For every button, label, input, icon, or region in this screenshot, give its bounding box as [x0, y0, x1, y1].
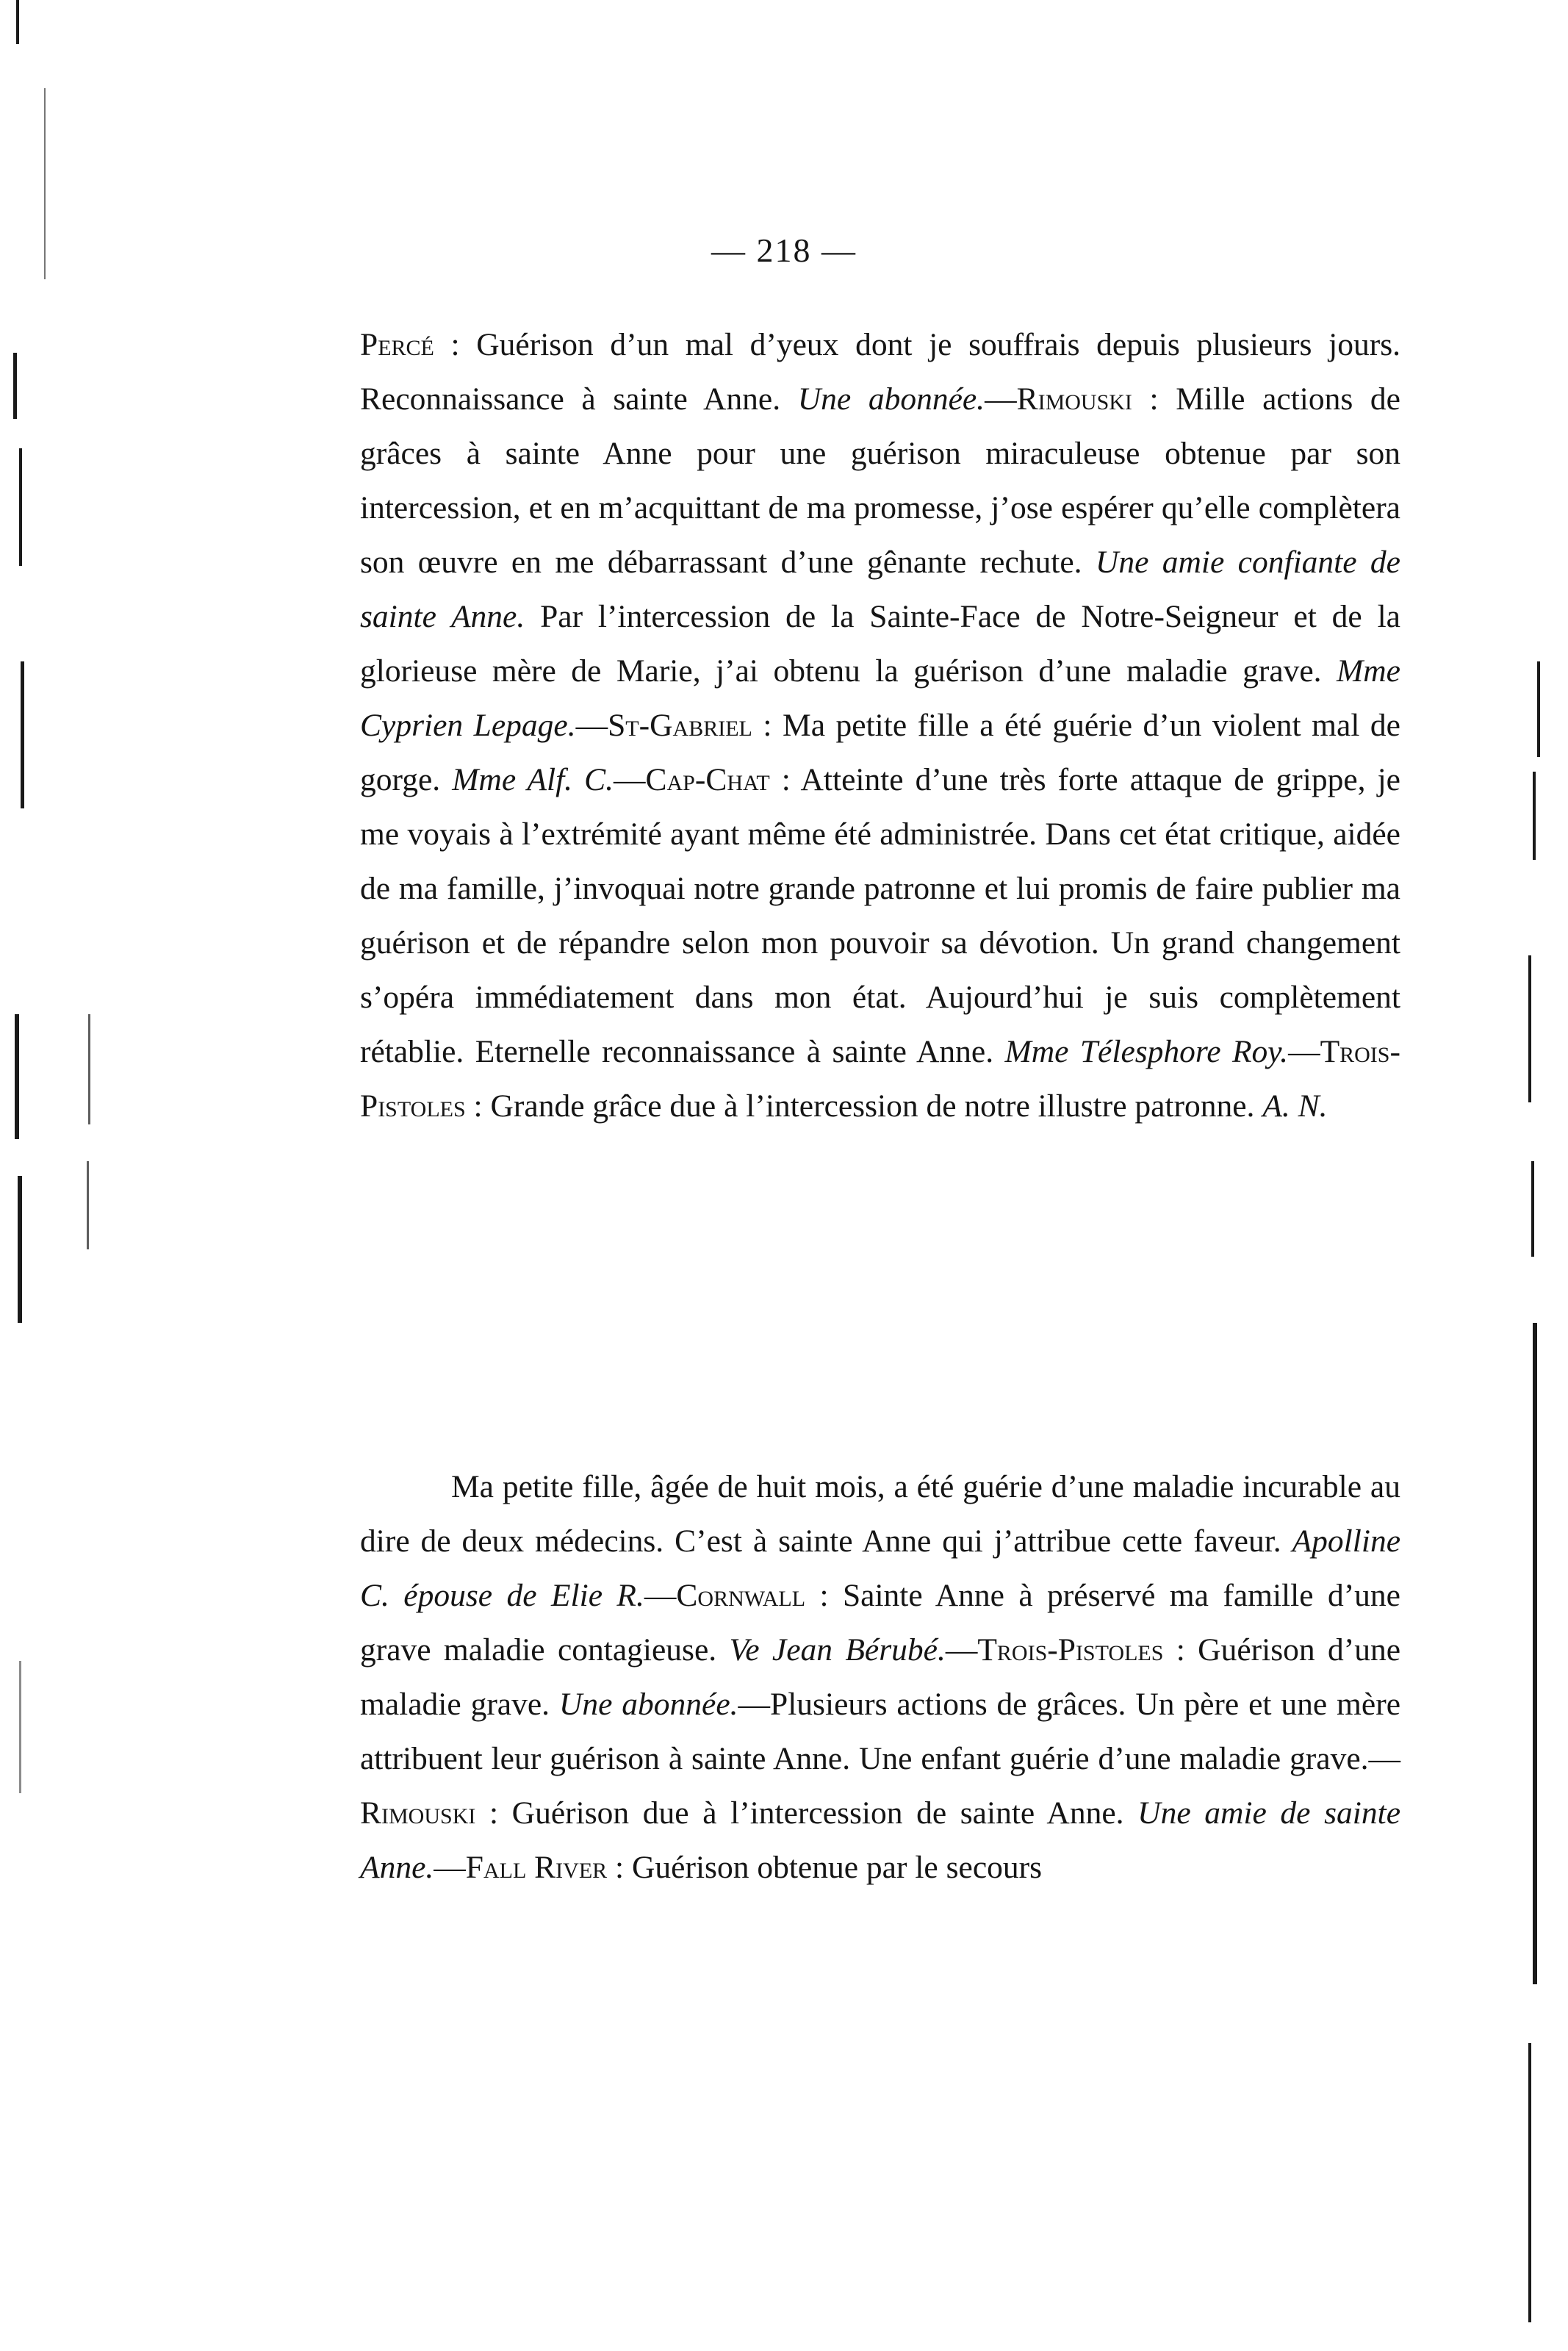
place-name: Trois-Pistoles — [360, 1034, 1400, 1124]
body-text-run: : Sainte Anne à préservé ma famille d’une grave maladie contagieuse. — [360, 1578, 1400, 1668]
signature-text: Une abonnée. — [558, 1687, 738, 1722]
place-name: Trois-Pistoles — [977, 1632, 1164, 1668]
signature-text: Une amie confiante de sainte Anne. — [360, 545, 1400, 634]
place-name: Rimouski — [360, 1795, 476, 1831]
signature-text: Ve Jean Bérubé. — [729, 1632, 946, 1668]
place-name: St-Gabriel — [608, 708, 752, 743]
body-text-run: : Guérison d’une maladie grave. — [360, 1632, 1401, 1722]
page-number: — 218 — — [711, 231, 857, 269]
signature-text: Mme Alf. C. — [452, 762, 614, 797]
body-text-run: : Guérison obtenue par le secours — [607, 1850, 1043, 1885]
signature-text: Apolline C. épouse de Elie R. — [360, 1523, 1400, 1613]
signature-text: Mme Cyprien Lepage. — [360, 653, 1400, 743]
signature-text: A. N. — [1262, 1088, 1328, 1124]
body-text-run: — — [575, 708, 608, 743]
signature-text: Une abonnée. — [797, 381, 985, 417]
paragraph-2 — [360, 1460, 1400, 1895]
body-text-run: Par l’intercession de la Sainte-Face de Notre-Seigneur et de la glorieuse mère de Marie, j’ai obtenu la guérison d’une maladie grave. — [360, 599, 1400, 689]
body-text-run: — — [644, 1578, 677, 1613]
place-name: Percé — [360, 327, 434, 362]
body-text-run: — — [1288, 1034, 1320, 1069]
place-name: Fall River — [465, 1850, 608, 1885]
signature-text: Une amie de sainte Anne. — [360, 1795, 1401, 1885]
body-text-run: — — [434, 1850, 466, 1885]
body-text-run: —Plusieurs actions de grâces. Un père et une mère attribuent leur guérison à sainte Anne. Une enfant guérie d’une maladie grave.— — [360, 1687, 1400, 1776]
place-name: Cap-Chat — [645, 762, 770, 797]
body-text-run: : Guérison d’un mal d’yeux dont je souffrais depuis plusieurs jours. Reconnaissance à sainte Anne. — [360, 327, 1400, 417]
place-name: Cornwall — [676, 1578, 806, 1613]
body-text-run: : Guérison due à l’intercession de sainte Anne. — [475, 1795, 1138, 1831]
body-text-run: : Grande grâce due à l’intercession de notre illustre patronne. — [465, 1088, 1263, 1124]
body-text-run: Ma petite fille, âgée de huit mois, a été guérie d’une maladie incurable au dire de deux médecins. C’est à sainte Anne qui j’attribue cette faveur. — [360, 1469, 1400, 1559]
body-text-run: : Mille actions de grâces à sainte Anne pour une guérison miraculeuse obtenue par son intercession, et en m’acquittant de ma promesse, j’ose espérer qu’elle complètera son œuvre en me débarrassant d’une gênante rechute. — [360, 381, 1400, 580]
body-text-run: — — [945, 1632, 978, 1668]
paragraph-1 — [360, 317, 1400, 1133]
body-text-run: : Atteinte d’une très forte attaque de grippe, je me voyais à l’extrémité ayant même été administrée. Dans cet état critique, aidée de ma famille, j’invoquai notre grande patronne et lui promis de faire publier ma guérison et de répandre selon mon pouvoir sa dévotion. Un grand changement s’opéra immédiatement dans mon état. Aujourd’hui je suis complètement rétablie. Eternelle reconnaissance à sainte Anne. — [360, 762, 1400, 1069]
body-text-run: — — [613, 762, 646, 797]
body-text-run: — — [985, 381, 1017, 417]
signature-text: Mme Télesphore Roy. — [1004, 1034, 1289, 1069]
place-name: Rimouski — [1016, 381, 1132, 417]
body-text-run: : Ma petite fille a été guérie d’un violent mal de gorge. — [360, 708, 1400, 797]
